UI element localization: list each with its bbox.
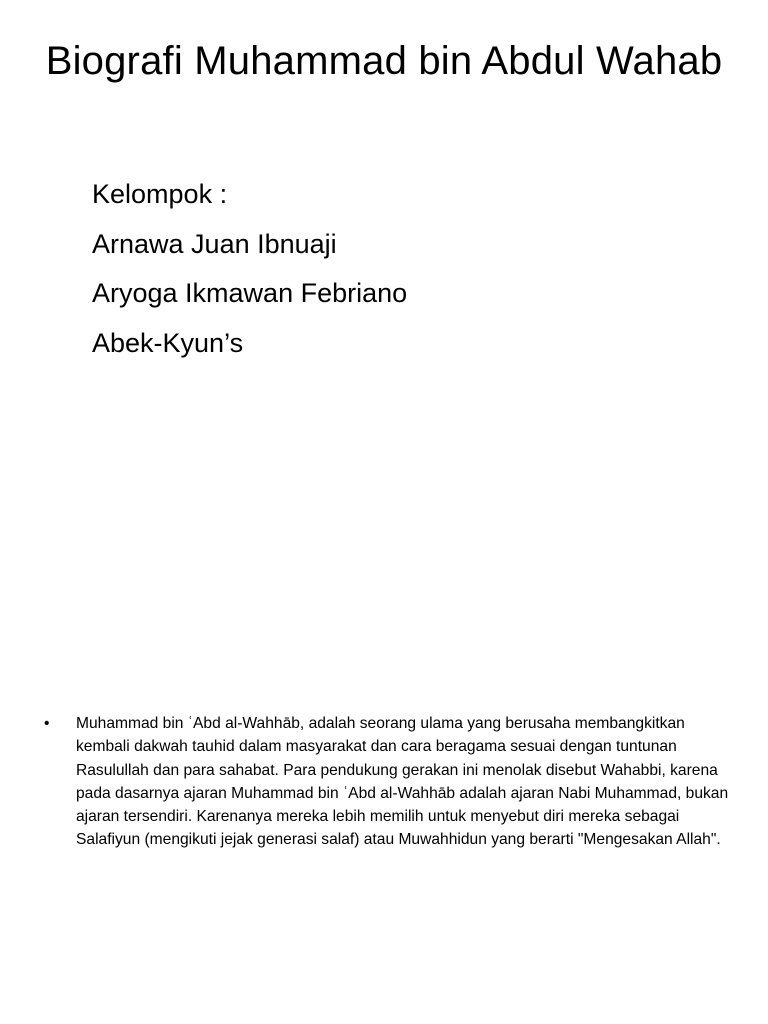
- member-name: Aryoga Ikmawan Febriano: [92, 278, 408, 308]
- biography-bullet-list: [40, 712, 730, 852]
- group-label: Kelompok :: [92, 179, 228, 209]
- bullet-icon: •: [44, 715, 50, 732]
- group-members-list: [92, 170, 692, 368]
- biography-bullet-item: [40, 712, 730, 852]
- member-name: Abek-Kyun’s: [92, 327, 244, 358]
- biography-paragraph: Muhammad bin ʿAbd al-Wahhāb, adalah seorang ulama yang berusaha membangkitkan kembali dakwah tauhid dalam masyarakat dan cara beragama sesuai dengan tuntunan Rasulullah dan para sahabat. Para pendukung gerakan ini menolak disebut Wahabbi, karena pada dasarnya ajaran Muhammad bin ʿAbd al-Wahhāb adalah ajaran Nabi Muhammad, bukan ajaran tersendiri. Karenanya mereka lebih memilih untuk menyebut diri mereka sebagai Salafiyun (mengikuti jejak generasi salaf) atau Muwahhidun yang berarti "Mengesakan Allah".: [76, 715, 729, 849]
- slide-title: Biografi Muhammad bin Abdul Wahab: [45, 39, 723, 83]
- member-name: Arnawa Juan Ibnuaji: [92, 228, 337, 259]
